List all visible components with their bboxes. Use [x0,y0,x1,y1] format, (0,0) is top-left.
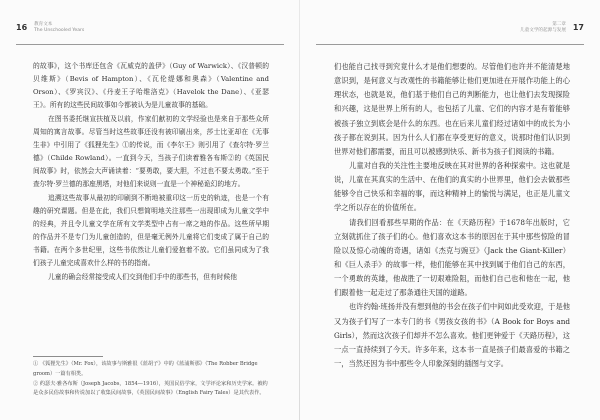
footnotes [33,360,269,399]
right-header-title: 第二章 [552,22,566,27]
right-paragraph: 也许约翰·班扬并没有想到他的书会在孩子们中间如此受欢迎，于是他又为孩子们写了一本专门的书《男孩女孩的书》（A Book for Boys and Girls），然而这次孩子们却并不怎么喜欢。他们更钟爱于《天路历程》，这一点一直持续到了今天。许多年来，这本书一直是孩子们最喜爱的书籍之一，当然还因为书中那些令人印象深刻的插图与文字。 [334,302,570,368]
left-body-text [33,60,269,284]
right-paragraph: 请我们回看那些早期的作品：在《天路历程》于1678年出版时，它立刻就抓住了孩子们的心。他们喜欢这本书的原因在于其中那些惊险的冒险以及惊心动魄的奇遇，诸如《杰克与豌豆》（Jack the Giant-Killer）和《巨人杀手》的故事一样，他们能够在其中找到属于他们自己的东西，一个勇敢的英雄，他战胜了一切艰难险阻，而他们自己也和他在一起，他们跟着他一起走过了那条通往天国的道路。 [334,217,570,298]
right-paragraph: 们也能自己找寻到究竟什么才是他们想要的。尽管他们也许并不能清楚地意识到，是何意义与改观性的书籍能够让他们更加进在开展作功能上的心理状态，也就是说，他们基于他们自己的判断能力，也让他们去发现探险和兴趣，这是世界上所有的人，也包括了儿童、它们的内容才是有着能够被孩子独立到底会是什么的东西。也在后来儿童们经过诸如中的成长为小孩子都在说到其。因为什么人们都在享受更好的意义，说那时他们认识到世界对他们都需要，而且可以被感到快乐、新书为孩子们阅读的书籍。 [334,62,570,156]
left-header-title: 教育文本 [34,22,53,27]
right-page-number: 17 [572,23,584,32]
right-header-rule [316,44,584,45]
footnote-rule [33,356,103,357]
left-header-rule [16,44,284,45]
left-header-subtitle: The Unschooled Years [34,28,85,33]
right-paragraph: 儿童对自我的关注性主要地反映在其对世界的各种探索中。这也就是说，儿童在其真实的生活中、在他们的真实的小世界里，他们会去做那些能够令自己快乐和幸福的事，而这种精神上的愉悦与满足，也正是儿童文学之所以存在的价值所在。 [334,160,570,213]
left-paragraph: 儿童的确会经常接受成人们交到他们手中的那些书，但有时候他 [48,272,238,281]
left-paragraph: 追溯这些故事从最初的印刷到不断地被重印这一历史的轨迹，也是一个有趣的研究课题。但是在此，我们只想简明地关注那些一出现即成为儿童文学中的经典，并且令儿童文学在所有文学类型中占有一席之地的作品。这些所早期的作品并不是专门为儿童创造的，但是毫无例外儿童将它们变成了属于自己的书籍。在两个多世纪里，这些书依然让儿童们爱抱着不放。它们虽同成为了我们孩子儿童完成喜欢什么样的书的指南。 [33,193,269,268]
right-header-subtitle: 儿童文学的起源与发展 [520,28,566,33]
left-paragraph: 在图书委托继宣扶植及以前，作家们献初的文学经验也是来自于那些众所周知的寓言故事。尽管当时这些故事还没有被印刷出来，莎士比亚却在《无事生非》中引用了《狐狸先生》①的传说，而《李尔王》则引用了《查尔特·罗兰德》（Childe Rowland）。一直到今天，当孩子们读着雅各布斯②的《英国民间故事》时，依然会大声诵读着：“要勇敢，要大胆，不过也不要太勇敢。”至于查尔特·罗兰德的那座黑塔，对他们来说则一直是一个神秘诡幻的地方。 [33,114,269,189]
left-page-number: 16 [16,23,28,32]
footnote: ① 《狐狸先生》（Mr. Fox），该故事与斯雅很《蓝胡子》中的《蓝浦斯那》（The Robber Bridge groom）一篇有相类。 [33,361,258,377]
right-page [300,0,600,420]
left-paragraph: 的故事》，这个书库还包含《瓦威克的盖伊》（Guy of Warwick）、《汉普顿的贝维斯》（Bevis of Hampton）、《瓦伦缇娜和奥森》（Valentine and Orson）、《罗宾汉》、《丹麦王子哈维洛克》（Havelok the Dane）、《亚瑟王》。所有的这些民间故事如今都被认为是儿童故事的基础。 [33,62,269,110]
footnote: ② 约瑟夫·雅各布斯（Joseph Jacobs，1854—1916），英国民俗学家，文学评论家和历史学家。被约是众多民俗故事和传说加以了收集民间故事，《英国民间故事》（English Fairy Tales）是其代表作。 [33,380,268,397]
right-body-text [334,60,570,371]
